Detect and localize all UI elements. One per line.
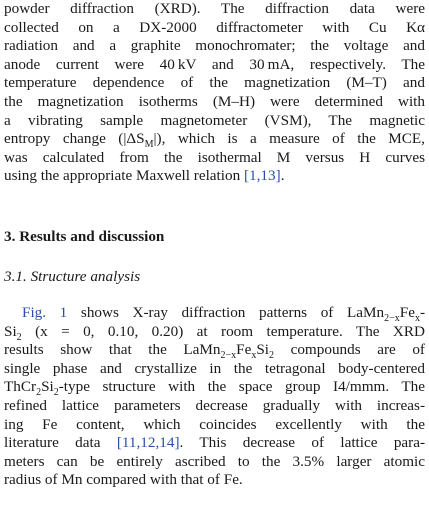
text-fragment: - (419, 304, 425, 321)
subscript: 2−x (384, 313, 400, 325)
text-line: refined lattice parameters decrease gradually with increas- (4, 396, 425, 414)
subsection-heading: 3.1. Structure analysis (4, 268, 141, 285)
citation-link[interactable]: [11,12,14] (116, 434, 180, 452)
text-line (4, 323, 425, 342)
text-fragment: Fe (236, 341, 252, 359)
text-fragment: Fe (399, 304, 415, 321)
text-line: temperature dependence of the magnetization (M–T) and (4, 74, 425, 92)
text-line: anode current were 40 kV and 30 mA, respectively. The (4, 55, 425, 73)
section-heading: 3. Results and discussion (4, 228, 165, 245)
text-line: meters can be entirely ascribed to the 3.5% larger atomic (4, 452, 425, 470)
figure-link[interactable]: Fig. 1 (22, 304, 68, 321)
text-line: was calculated from the isothermal M versus H curves (4, 148, 425, 166)
text-line: powder diffraction (XRD). The diffraction data were (4, 0, 425, 17)
text-fragment: Si (4, 322, 17, 340)
subscript: 2 (36, 387, 42, 399)
text-fragment: (x = 0, 0.10, 0.20) at room temperature. The XRD (21, 322, 425, 340)
subscript: M (144, 139, 154, 151)
text-line: the magnetization isotherms (M–H) were determined with (4, 92, 425, 110)
text-fragment: literature data (4, 434, 117, 452)
text-line (4, 167, 425, 186)
text-line: radius of Mn compared with that of Fe. (4, 471, 243, 489)
subscript: x (251, 350, 257, 362)
text-line (4, 341, 425, 360)
subscript: x (414, 313, 420, 325)
text-fragment: -type structure with the space group I4/mmm. The (58, 378, 425, 396)
text-fragment: shows X-ray diffraction patterns of LaMn (67, 304, 385, 321)
text-line (4, 130, 425, 149)
text-fragment: entropy change (|ΔS (4, 130, 145, 148)
text-fragment: . This decrease of lattice para- (179, 434, 426, 452)
results-paragraph (4, 304, 425, 490)
text-fragment: results show that the LaMn (4, 341, 221, 359)
text-fragment: using the appropriate Maxwell relation (4, 167, 241, 185)
subscript: 2−x (220, 350, 237, 362)
text-line: ing Fe content, which coincides excellently with the (4, 415, 425, 433)
text-line: radiation and a graphite monochromater; the voltage and (4, 37, 425, 55)
text-line: collected on a DX-2000 diffractometer with Cu Kα (4, 18, 425, 36)
methods-paragraph (4, 0, 425, 186)
citation-link[interactable]: [1,13] (243, 167, 281, 185)
text-fragment: Si (41, 378, 54, 396)
subscript: 2 (53, 387, 59, 399)
text-fragment: |), which is a measure of the MCE, (153, 130, 425, 148)
subscript: 2 (16, 331, 22, 343)
text-fragment: compounds are of (274, 341, 425, 359)
text-fragment: Si (256, 341, 270, 359)
text-line: single phase and crystallize in the tetragonal body-centered (4, 359, 425, 377)
text-fragment: . (280, 167, 285, 185)
text-fragment: ThCr (4, 378, 37, 396)
text-line: a vibrating sample magnetometer (VSM), The magnetic (4, 111, 425, 129)
subscript: 2 (269, 350, 275, 362)
text-line (4, 434, 425, 453)
text-line (4, 304, 425, 323)
text-line (4, 378, 425, 397)
